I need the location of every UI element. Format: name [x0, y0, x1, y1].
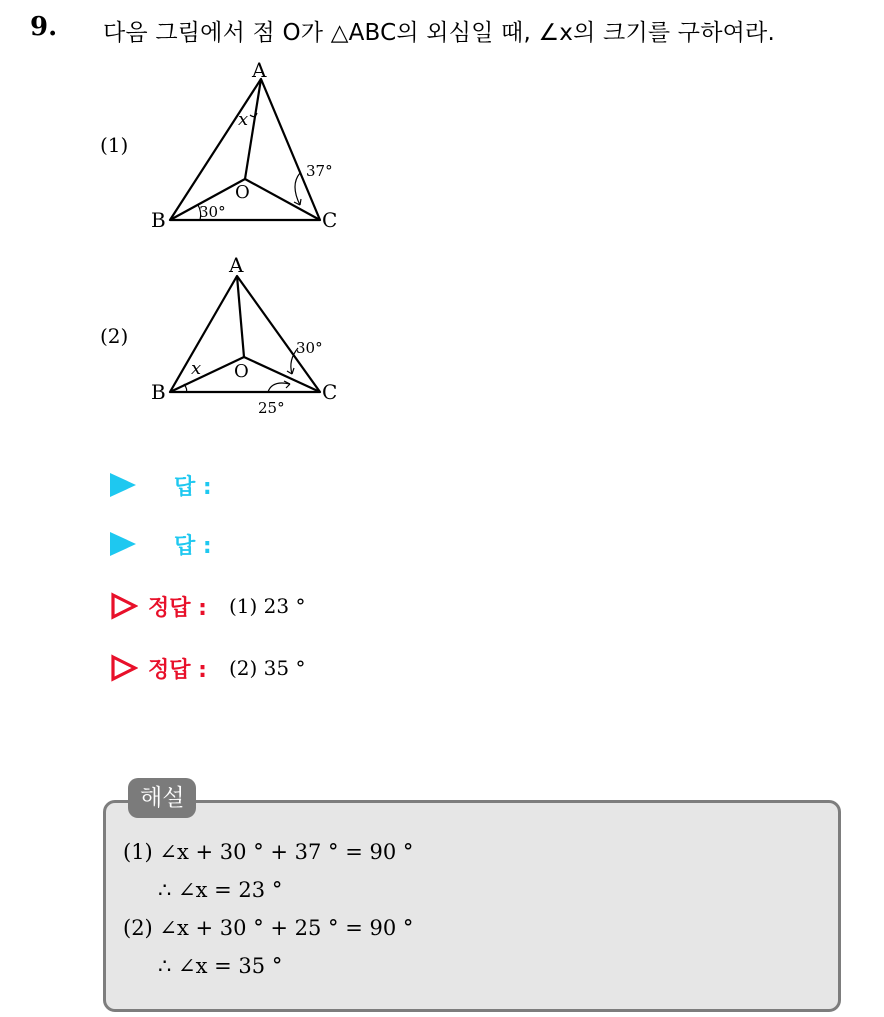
answer-label-2: 답 :: [174, 533, 212, 559]
segment-oc-1: [245, 179, 320, 220]
angle-x-label-1: x: [238, 109, 249, 130]
question-number: 9.: [30, 12, 58, 42]
figure-1-triangle: [140, 55, 360, 240]
angle-x-label-2: x: [191, 358, 202, 379]
solution-line-1: (1) ∠x + 30 ° + 37 ° = 90 °: [123, 840, 414, 864]
vertex-a-2: A: [229, 253, 244, 277]
answer-row-2: [110, 526, 212, 562]
figure-2-label: (2): [100, 324, 129, 348]
vertex-b-2: B: [151, 380, 166, 404]
vertex-c-1: C: [322, 208, 338, 232]
vertex-o-2: O: [234, 361, 249, 382]
solution-line-4: ∴ ∠x = 35 °: [158, 954, 283, 978]
figure-1-label: (1): [100, 133, 129, 157]
solution-tab: 해설: [128, 778, 196, 818]
correct-answer-label-2: 정답 :: [148, 657, 207, 683]
correct-answer-row-2: [110, 650, 305, 686]
solution-line-3: (2) ∠x + 30 ° + 25 ° = 90 °: [123, 916, 414, 940]
play-arrow-icon: [110, 473, 136, 497]
answer-label-1: 답 :: [174, 474, 212, 500]
vertex-b-1: B: [151, 208, 166, 232]
question-text: 다음 그림에서 점 O가 △ABC의 외심일 때, ∠x의 크기를 구하여라.: [103, 20, 775, 46]
angle-b-label-1: 30°: [199, 203, 226, 221]
correct-answer-row-1: [110, 588, 305, 624]
outline-arrow-icon: [110, 592, 138, 620]
angle-c-arc-1: [295, 173, 300, 205]
angle-c-upper-label-2: 30°: [296, 339, 323, 357]
outline-arrow-icon: [110, 654, 138, 682]
vertex-o-1: O: [235, 182, 250, 203]
answer-row-1: [110, 467, 212, 503]
correct-answer-value-1: (1) 23 °: [228, 594, 306, 618]
solution-box: [103, 800, 841, 1012]
figure-2-triangle: [140, 250, 360, 425]
play-arrow-icon: [110, 532, 136, 556]
correct-answer-label-1: 정답 :: [148, 595, 207, 621]
correct-answer-value-2: (2) 35 °: [228, 656, 306, 680]
vertex-a-1: A: [252, 58, 267, 82]
segment-oa-2: [237, 276, 244, 357]
vertex-c-2: C: [322, 380, 338, 404]
solution-line-2: ∴ ∠x = 23 °: [158, 878, 283, 902]
angle-c-label-1: 37°: [306, 162, 333, 180]
angle-c-lower-label-2: 25°: [258, 399, 285, 417]
